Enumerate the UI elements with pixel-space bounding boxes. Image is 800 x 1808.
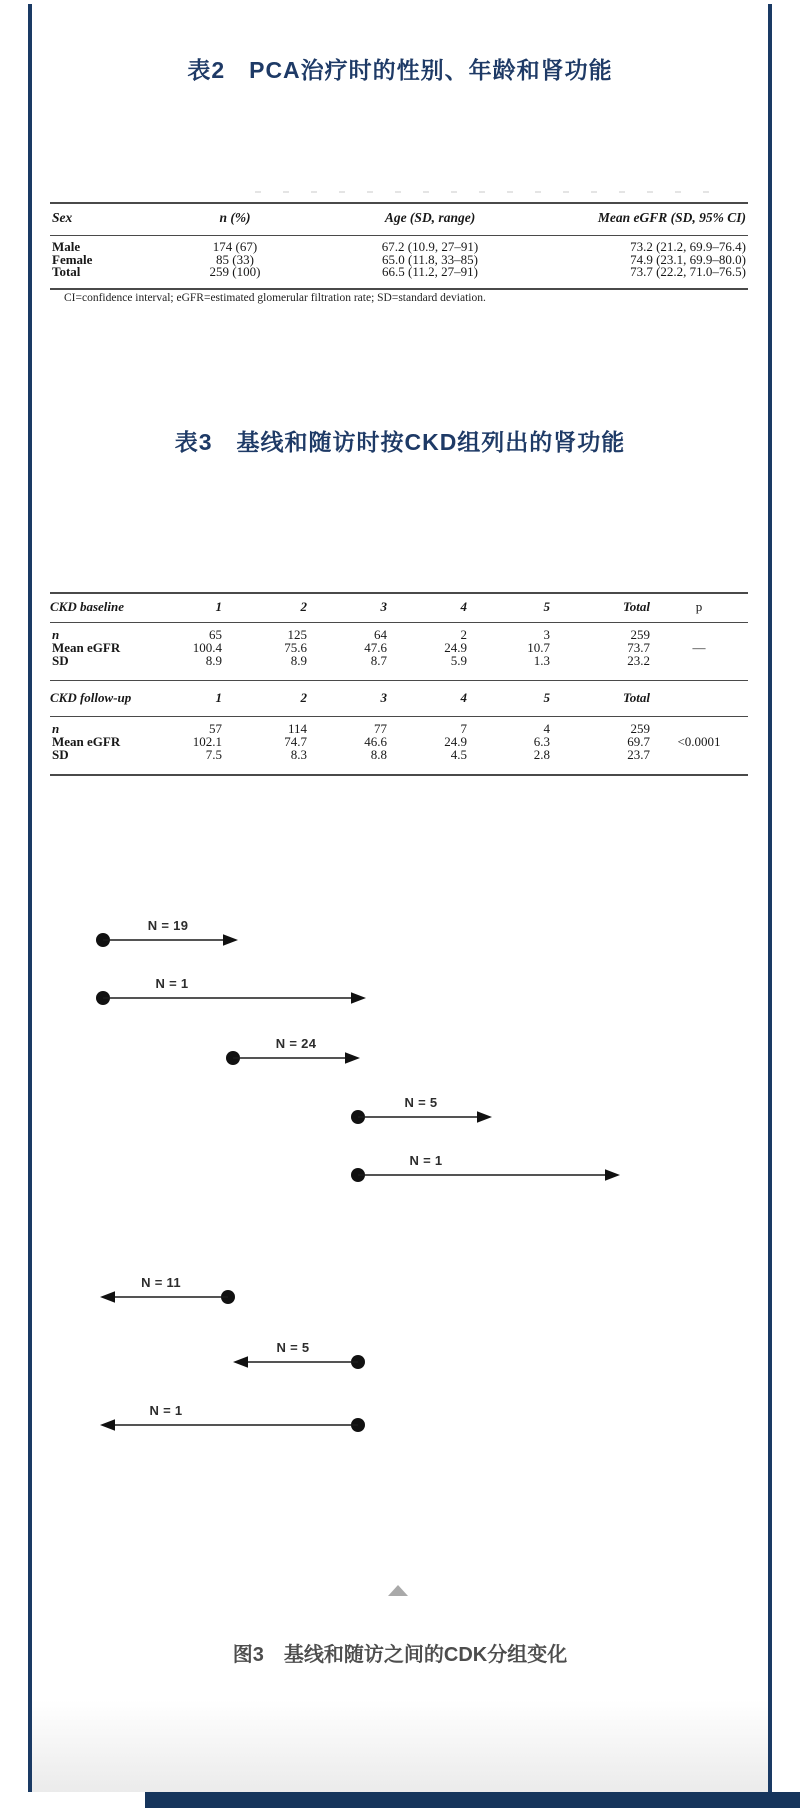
cell-n: 259 (100) [209, 264, 261, 279]
flow-arrow-left-8 [100, 1403, 365, 1432]
row-label: Mean eGFR [52, 640, 121, 655]
cell: 102.1 [192, 734, 222, 749]
header-ckd-baseline: CKD baseline [50, 599, 125, 614]
cell: 125 [287, 627, 307, 642]
table2-header-n: n (%) [219, 210, 251, 225]
cell: 77 [374, 721, 387, 736]
cell-p [650, 623, 748, 642]
table3-followup-header-row [50, 681, 748, 717]
cell: 8.7 [370, 653, 387, 668]
table2-header-egfr: Mean eGFR (SD, 95% CI) [597, 210, 746, 225]
cell: 8.9 [205, 653, 222, 668]
header-group-1: 1 [215, 690, 222, 705]
cell: 73.7 [627, 640, 650, 655]
header-group-4: 4 [460, 599, 467, 614]
cell: 24.9 [444, 640, 467, 655]
table3-baseline-header-row [50, 593, 748, 623]
cell: 8.8 [370, 747, 387, 762]
bottom-fade [32, 1700, 768, 1792]
flow-arrow-right-5 [351, 1153, 620, 1182]
arrow-head [233, 1356, 248, 1368]
cell-age: 65.0 (11.8, 33–85) [382, 251, 478, 267]
bottom-divider-bar [145, 1792, 800, 1808]
table2-header-age: Age (SD, range) [384, 210, 476, 225]
table-row [50, 717, 748, 736]
cell-p: <0.0001 [677, 734, 721, 749]
table2-header-row [50, 203, 748, 236]
arrow-label: N = 1 [409, 1153, 443, 1168]
cell: 23.7 [627, 747, 650, 762]
table2-header-sex: Sex [52, 210, 73, 225]
header-group-5: 5 [543, 690, 550, 705]
cell: 47.6 [364, 640, 387, 655]
table3-ckd-renal-function [50, 592, 748, 776]
flow-arrow-right-2 [96, 976, 366, 1005]
cell: 8.3 [290, 747, 307, 762]
row-label: Total [52, 264, 81, 279]
row-label: Male [52, 239, 81, 254]
flow-arrow-right-3 [226, 1036, 360, 1065]
row-label: Female [52, 251, 93, 267]
cell: 100.4 [192, 640, 222, 655]
header-total: Total [623, 690, 650, 705]
cell-p [650, 654, 748, 681]
arrow-label: N = 5 [404, 1095, 438, 1110]
cell: 57 [209, 721, 222, 736]
cell-age: 66.5 (11.2, 27–91) [382, 264, 478, 279]
cell: 114 [287, 721, 307, 736]
arrow-label: N = 11 [141, 1275, 181, 1290]
cell: 1.3 [533, 653, 550, 668]
cell: 23.2 [627, 653, 650, 668]
header-group-3: 3 [380, 690, 387, 705]
cell-egfr: 74.9 (23.1, 69.9–80.0) [630, 251, 746, 267]
cell: 6.3 [533, 734, 550, 749]
header-total: Total [623, 599, 650, 614]
ckd-change-figure [0, 900, 700, 1460]
header-group-2: 2 [300, 690, 307, 705]
row-label: SD [52, 747, 69, 762]
arrow-head [351, 992, 366, 1004]
arrow-label: N = 24 [275, 1036, 317, 1051]
table-row [50, 748, 748, 775]
cell-age: 67.2 (10.9, 27–91) [381, 239, 479, 254]
right-page-border [768, 4, 772, 1792]
cell: 7 [460, 721, 467, 736]
cell: 3 [543, 627, 550, 642]
table2-title: 表2 PCA治疗时的性别、年龄和肾功能 [187, 57, 613, 83]
cell-p: — [692, 640, 706, 655]
arrow-head [100, 1419, 115, 1431]
header-ckd-followup: CKD follow-up [50, 690, 132, 705]
cell: 5.9 [450, 653, 467, 668]
table-row [50, 623, 748, 642]
arrow-label: N = 5 [276, 1340, 310, 1355]
header-group-5: 5 [543, 599, 550, 614]
cell: 65 [209, 627, 222, 642]
arrow-label: N = 19 [147, 918, 189, 933]
table2-footnote: CI=confidence interval; eGFR=estimated glomerular filtration rate; SD=standard deviation. [64, 292, 486, 304]
arrow-head [605, 1169, 620, 1181]
left-page-border [28, 4, 32, 1792]
row-label: SD [52, 653, 69, 668]
table3-title: 表3 基线和随访时按CKD组列出的肾功能 [174, 429, 626, 455]
cell-p [650, 717, 748, 736]
flow-arrow-right-4 [351, 1095, 492, 1124]
header-group-1: 1 [215, 599, 222, 614]
scan-artifact-line [255, 191, 725, 193]
arrow-label: N = 1 [149, 1403, 183, 1418]
cell: 64 [374, 627, 387, 642]
table-row [50, 266, 748, 289]
cell: 4.5 [450, 747, 467, 762]
cell: 69.7 [627, 734, 650, 749]
cell: 7.5 [205, 747, 222, 762]
header-group-4: 4 [460, 690, 467, 705]
cell: 2.8 [533, 747, 550, 762]
cell: 46.6 [364, 734, 387, 749]
collapse-up-triangle-icon[interactable] [388, 1585, 408, 1596]
row-label: Mean eGFR [52, 734, 121, 749]
arrow-head [345, 1052, 360, 1064]
header-p-empty [650, 681, 748, 717]
header-p: p [695, 599, 703, 614]
row-label: n [52, 627, 60, 642]
cell: 259 [630, 721, 650, 736]
flow-arrow-right-1 [96, 918, 238, 947]
cell: 2 [460, 627, 467, 642]
table-row [50, 654, 748, 681]
flow-arrow-left-6 [100, 1275, 235, 1304]
cell-p [650, 748, 748, 775]
row-label: n [52, 721, 60, 736]
arrow-head [223, 934, 238, 946]
cell-egfr: 73.7 (22.2, 71.0–76.5) [630, 264, 746, 279]
cell-n: 85 (33) [216, 251, 254, 267]
cell: 8.9 [290, 653, 307, 668]
arrow-label: N = 1 [155, 976, 189, 991]
cell: 24.9 [444, 734, 467, 749]
cell: 10.7 [527, 640, 550, 655]
header-group-2: 2 [300, 599, 307, 614]
header-group-3: 3 [380, 599, 387, 614]
table2-sex-age-egfr [50, 202, 748, 290]
cell-egfr: 73.2 (21.2, 69.9–76.4) [630, 239, 746, 254]
cell: 74.7 [284, 734, 307, 749]
table-row [50, 236, 748, 254]
flow-arrow-left-7 [233, 1340, 365, 1369]
arrow-head [100, 1291, 115, 1303]
cell: 259 [630, 627, 650, 642]
figure3-caption: 图3 基线和随访之间的CDK分组变化 [232, 1644, 568, 1666]
arrow-head [477, 1111, 492, 1123]
cell: 75.6 [284, 640, 307, 655]
cell-n: 174 (67) [212, 239, 258, 254]
cell: 4 [543, 721, 550, 736]
